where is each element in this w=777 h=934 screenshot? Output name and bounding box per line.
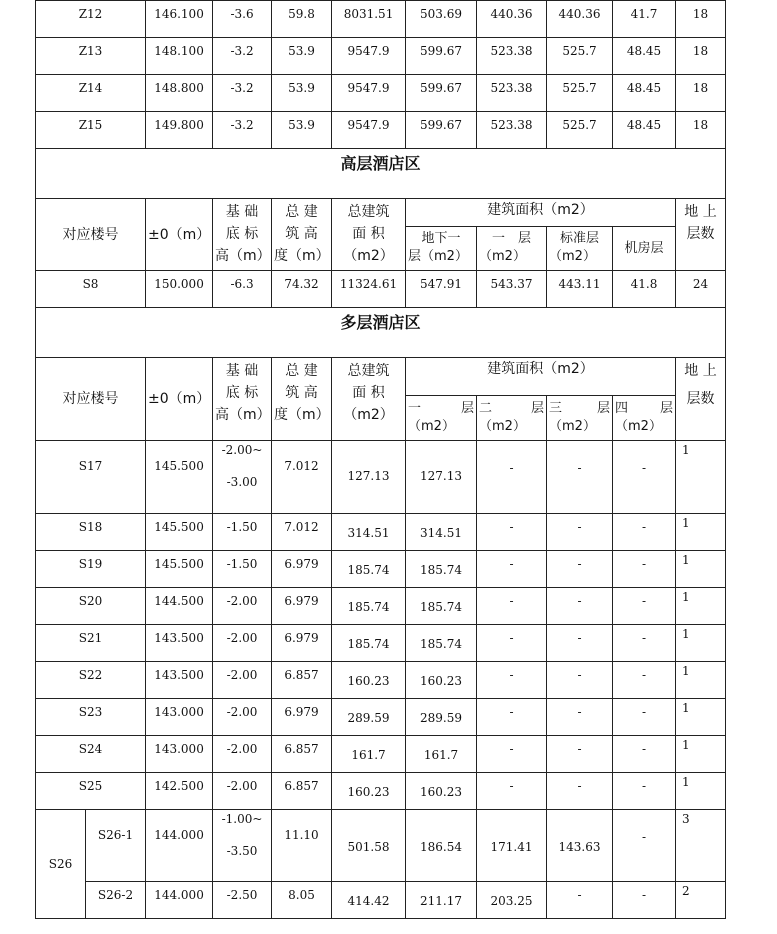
floor-1-area: 160.23 [406, 662, 477, 699]
building-height: 6.979 [272, 699, 332, 736]
floor-count: 1 [676, 699, 726, 736]
pm-level: 145.500 [146, 441, 213, 514]
floor-count: 1 [676, 551, 726, 588]
header-floor-2-unit: （m2） [479, 419, 526, 434]
table-row [36, 1, 726, 38]
floor-1-area: 186.54 [406, 810, 477, 882]
header-basement-l1: 地下一 [421, 231, 461, 246]
floor-4-area: - [613, 810, 676, 882]
first-floor-area: 523.38 [477, 38, 547, 75]
pm-level: 143.500 [146, 625, 213, 662]
total-area: 9547.9 [332, 112, 406, 149]
basement-area: 599.67 [406, 112, 477, 149]
floor-1-area: 185.74 [406, 588, 477, 625]
building-id: S22 [36, 662, 146, 699]
header-row [36, 199, 726, 227]
header-standard-l2: （m2） [549, 249, 596, 264]
floor-4-area: - [613, 882, 676, 919]
building-height: 6.979 [272, 551, 332, 588]
header-base-l3: 高（m） [215, 248, 271, 264]
first-floor-area: 523.38 [477, 112, 547, 149]
floor-count: 3 [676, 810, 726, 882]
header-base-l1: 基 础 [225, 204, 259, 220]
header-area-l2: 面 积 [352, 226, 385, 242]
table-row [36, 882, 726, 919]
header-area-l3: （m2） [343, 248, 394, 264]
floor-count: 1 [676, 514, 726, 551]
pm-level: 148.100 [146, 38, 213, 75]
floor-count: 1 [676, 588, 726, 625]
building-height: 6.857 [272, 773, 332, 810]
base-elevation: -3.2 [213, 75, 272, 112]
basement-area: 547.91 [406, 271, 477, 308]
floor-3-area: - [547, 773, 613, 810]
building-id: S19 [36, 551, 146, 588]
machine-room-area: 48.45 [613, 38, 676, 75]
total-area: 501.58 [332, 810, 406, 882]
base-elevation-l2: -3.00 [226, 475, 258, 489]
building-height: 6.857 [272, 662, 332, 699]
pm-level: 144.000 [146, 810, 213, 882]
header-floor-3 [547, 396, 613, 441]
base-elevation: -3.2 [213, 38, 272, 75]
header-floors-l1: 地 上 [684, 363, 717, 379]
pm-level: 145.500 [146, 514, 213, 551]
building-height: 6.857 [272, 736, 332, 773]
base-elevation: -2.00 [213, 699, 272, 736]
building-height: 8.05 [272, 882, 332, 919]
floor-count: 2 [676, 882, 726, 919]
basement-area: 503.69 [406, 1, 477, 38]
total-area: 314.51 [332, 514, 406, 551]
header-pm: ±0（m） [146, 199, 213, 271]
pm-level: 142.500 [146, 773, 213, 810]
building-id: Z14 [36, 75, 146, 112]
standard-floor-area: 440.36 [547, 1, 613, 38]
building-id: Z12 [36, 1, 146, 38]
total-area: 414.42 [332, 882, 406, 919]
building-id: Z15 [36, 112, 146, 149]
base-elevation: -2.00 [213, 625, 272, 662]
floor-3-area: - [547, 514, 613, 551]
header-base-l2: 底 标 [225, 226, 259, 242]
floor-3-area: - [547, 882, 613, 919]
header-height-l1: 总 建 [285, 204, 318, 220]
floor-1-area: 289.59 [406, 699, 477, 736]
header-floor-area: 建筑面积（m2） [406, 358, 676, 396]
total-area: 185.74 [332, 625, 406, 662]
floor-1-area: 161.7 [406, 736, 477, 773]
first-floor-area: 440.36 [477, 1, 547, 38]
header-area-l1: 总建筑 [347, 204, 390, 220]
header-base-l2: 底 标 [225, 385, 259, 401]
header-height-l1: 总 建 [285, 363, 318, 379]
floor-3-area: - [547, 588, 613, 625]
header-first-floor [477, 227, 547, 271]
base-elevation: -2.00 [213, 773, 272, 810]
table-row [36, 662, 726, 699]
floor-2-area: - [477, 588, 547, 625]
header-row [36, 358, 726, 396]
pm-level: 145.500 [146, 551, 213, 588]
header-height-l3: 度（m） [274, 407, 330, 423]
floor-count: 1 [676, 773, 726, 810]
floor-count: 18 [676, 38, 726, 75]
floor-3-area: - [547, 551, 613, 588]
floor-2-area: - [477, 773, 547, 810]
header-floor-3-label: 三 层 [549, 401, 611, 416]
header-floor-1 [406, 396, 477, 441]
total-area: 8031.51 [332, 1, 406, 38]
pm-level: 144.000 [146, 882, 213, 919]
floor-2-area: - [477, 662, 547, 699]
building-group-id: S26 [36, 810, 86, 919]
header-floor-3-unit: （m2） [549, 419, 596, 434]
total-area: 9547.9 [332, 75, 406, 112]
table-row [36, 736, 726, 773]
pm-level: 149.800 [146, 112, 213, 149]
header-area-l3: （m2） [343, 407, 394, 423]
floor-count: 1 [676, 736, 726, 773]
floor-2-area: - [477, 551, 547, 588]
building-height: 7.012 [272, 441, 332, 514]
basement-area: 599.67 [406, 75, 477, 112]
header-floors-l2: 层数 [686, 226, 715, 242]
total-area: 185.74 [332, 588, 406, 625]
building-height: 11.10 [272, 810, 332, 882]
header-base-l3: 高（m） [215, 407, 271, 423]
pm-level: 150.000 [146, 271, 213, 308]
total-area: 289.59 [332, 699, 406, 736]
pm-level: 148.800 [146, 75, 213, 112]
header-standard-floor [547, 227, 613, 271]
table-row [36, 773, 726, 810]
table-row [36, 271, 726, 308]
machine-room-area: 48.45 [613, 112, 676, 149]
table-row [36, 441, 726, 514]
floor-3-area: - [547, 736, 613, 773]
base-elevation: -2.00 [213, 588, 272, 625]
first-floor-area: 523.38 [477, 75, 547, 112]
floor-4-area: - [613, 699, 676, 736]
floor-4-area: - [613, 551, 676, 588]
total-area: 11324.61 [332, 271, 406, 308]
floor-2-area: - [477, 514, 547, 551]
total-area: 161.7 [332, 736, 406, 773]
floor-count: 24 [676, 271, 726, 308]
first-floor-area: 543.37 [477, 271, 547, 308]
header-area [332, 358, 406, 441]
header-basement-l2: 层（m2） [408, 249, 468, 264]
header-standard-l1: 标准层 [560, 231, 600, 246]
header-building: 对应楼号 [36, 199, 146, 271]
base-elevation-l2: -3.50 [226, 844, 258, 858]
building-height: 6.979 [272, 588, 332, 625]
table-row [36, 588, 726, 625]
pm-level: 146.100 [146, 1, 213, 38]
floor-1-area: 160.23 [406, 773, 477, 810]
building-id: S23 [36, 699, 146, 736]
building-id: S26-1 [86, 810, 146, 882]
building-height: 59.8 [272, 1, 332, 38]
building-height: 53.9 [272, 38, 332, 75]
building-height: 53.9 [272, 112, 332, 149]
floor-4-area: - [613, 773, 676, 810]
floor-4-area: - [613, 514, 676, 551]
header-first-floor-l2: （m2） [479, 249, 526, 264]
building-id: S8 [36, 271, 146, 308]
header-floors-l1: 地 上 [684, 204, 717, 220]
building-id: S18 [36, 514, 146, 551]
building-data-table [35, 0, 726, 919]
floor-4-area: - [613, 736, 676, 773]
machine-room-area: 41.7 [613, 1, 676, 38]
header-floor-1-label: 一 层 [408, 401, 475, 416]
standard-floor-area: 525.7 [547, 38, 613, 75]
header-area [332, 199, 406, 271]
header-basement [406, 227, 477, 271]
building-height: 7.012 [272, 514, 332, 551]
building-id: Z13 [36, 38, 146, 75]
floor-2-area: - [477, 736, 547, 773]
floor-3-area: - [547, 662, 613, 699]
floor-3-area: 143.63 [547, 810, 613, 882]
building-id: S17 [36, 441, 146, 514]
header-height-l2: 筑 高 [285, 385, 318, 401]
floor-4-area: - [613, 588, 676, 625]
header-floor-1-unit: （m2） [408, 419, 455, 434]
building-height: 74.32 [272, 271, 332, 308]
table-row [36, 810, 726, 882]
header-base-l1: 基 础 [225, 363, 259, 379]
header-base [213, 199, 272, 271]
building-id: S24 [36, 736, 146, 773]
floor-count: 18 [676, 1, 726, 38]
header-floor-4-unit: （m2） [615, 419, 662, 434]
building-id: S26-2 [86, 882, 146, 919]
machine-room-area: 48.45 [613, 75, 676, 112]
table-row [36, 38, 726, 75]
header-height [272, 358, 332, 441]
floor-4-area: - [613, 662, 676, 699]
table-row [36, 75, 726, 112]
standard-floor-area: 443.11 [547, 271, 613, 308]
base-elevation-l1: -2.00~ [221, 443, 263, 457]
floor-count: 18 [676, 112, 726, 149]
header-floor-2-label: 二 层 [479, 401, 545, 416]
floor-3-area: - [547, 699, 613, 736]
base-elevation: -2.00 [213, 736, 272, 773]
header-base [213, 358, 272, 441]
floor-1-area: 185.74 [406, 551, 477, 588]
base-elevation: -1.50 [213, 514, 272, 551]
floor-1-area: 185.74 [406, 625, 477, 662]
building-height: 53.9 [272, 75, 332, 112]
base-elevation: -3.6 [213, 1, 272, 38]
table-row [36, 551, 726, 588]
floor-3-area: - [547, 441, 613, 514]
section-row [36, 308, 726, 358]
table-row [36, 514, 726, 551]
total-area: 160.23 [332, 662, 406, 699]
floor-2-area: 203.25 [477, 882, 547, 919]
header-height [272, 199, 332, 271]
pm-level: 143.000 [146, 699, 213, 736]
floor-1-area: 211.17 [406, 882, 477, 919]
floor-4-area: - [613, 441, 676, 514]
floor-3-area: - [547, 625, 613, 662]
header-floor-4-label: 四 层 [615, 401, 674, 416]
floor-count: 18 [676, 75, 726, 112]
pm-level: 143.000 [146, 736, 213, 773]
header-machine-room: 机房层 [613, 227, 676, 271]
standard-floor-area: 525.7 [547, 75, 613, 112]
building-id: S20 [36, 588, 146, 625]
total-area: 9547.9 [332, 38, 406, 75]
base-elevation: -3.2 [213, 112, 272, 149]
base-elevation: -2.50 [213, 882, 272, 919]
floor-4-area: - [613, 625, 676, 662]
total-area: 160.23 [332, 773, 406, 810]
base-elevation: -2.00 [213, 662, 272, 699]
building-height: 6.979 [272, 625, 332, 662]
basement-area: 599.67 [406, 38, 477, 75]
table-row [36, 112, 726, 149]
base-elevation-l1: -1.00~ [221, 812, 263, 826]
building-id: S21 [36, 625, 146, 662]
machine-room-area: 41.8 [613, 271, 676, 308]
floor-2-area: - [477, 441, 547, 514]
floor-1-area: 127.13 [406, 441, 477, 514]
floor-1-area: 314.51 [406, 514, 477, 551]
header-floor-area: 建筑面积（m2） [406, 199, 676, 227]
header-building: 对应楼号 [36, 358, 146, 441]
total-area: 185.74 [332, 551, 406, 588]
header-area-l1: 总建筑 [347, 363, 390, 379]
section-title-multi-story: 多层酒店区 [36, 308, 726, 358]
base-elevation [213, 441, 272, 514]
base-elevation [213, 810, 272, 882]
header-floors-l2: 层数 [686, 391, 715, 407]
header-floor-4 [613, 396, 676, 441]
header-height-l3: 度（m） [274, 248, 330, 264]
floor-count: 1 [676, 625, 726, 662]
header-floors [676, 358, 726, 441]
pm-level: 144.500 [146, 588, 213, 625]
header-floor-2 [477, 396, 547, 441]
section-title-high-rise: 高层酒店区 [36, 149, 726, 199]
section-row [36, 149, 726, 199]
floor-2-area: - [477, 699, 547, 736]
standard-floor-area: 525.7 [547, 112, 613, 149]
header-pm: ±0（m） [146, 358, 213, 441]
header-first-floor-l1: 一 层 [492, 231, 532, 246]
floor-count: 1 [676, 441, 726, 514]
floor-count: 1 [676, 662, 726, 699]
building-id: S25 [36, 773, 146, 810]
base-elevation: -6.3 [213, 271, 272, 308]
floor-2-area: 171.41 [477, 810, 547, 882]
base-elevation: -1.50 [213, 551, 272, 588]
total-area: 127.13 [332, 441, 406, 514]
pm-level: 143.500 [146, 662, 213, 699]
table-row [36, 625, 726, 662]
header-floors [676, 199, 726, 271]
header-area-l2: 面 积 [352, 385, 385, 401]
header-height-l2: 筑 高 [285, 226, 318, 242]
table-row [36, 699, 726, 736]
floor-2-area: - [477, 625, 547, 662]
